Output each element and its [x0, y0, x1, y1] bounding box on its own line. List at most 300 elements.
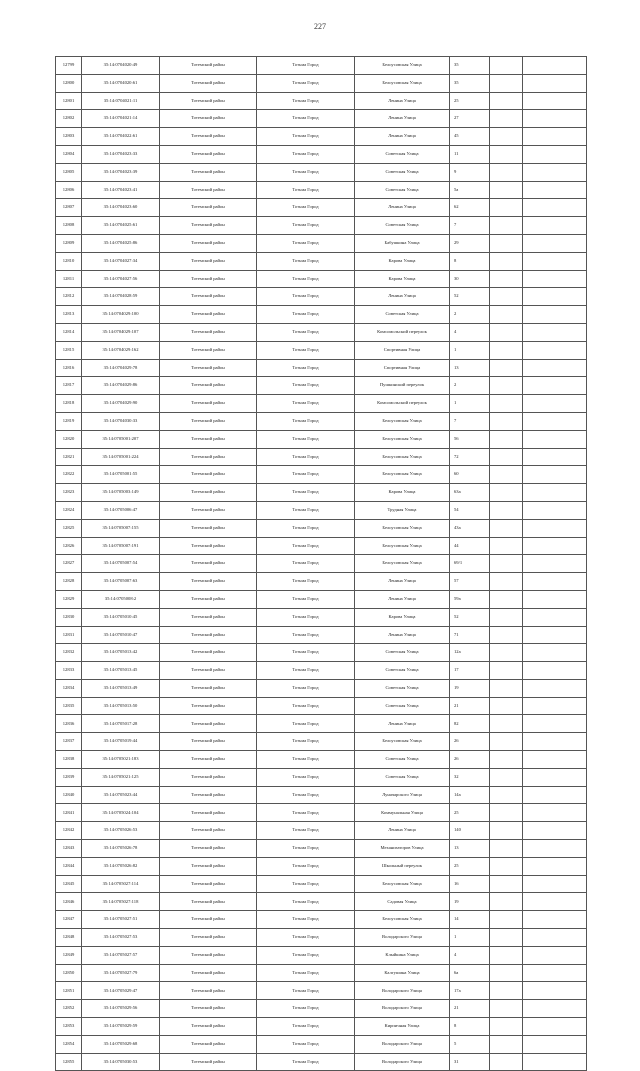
cell-extra-2	[523, 163, 587, 181]
cell-extra-2	[523, 715, 587, 733]
cell-house-number: 140	[450, 822, 490, 840]
cell-street: Садовая Улица	[355, 893, 450, 911]
cell-extra-1	[490, 163, 523, 181]
cell-district: Тотемский район	[160, 163, 257, 181]
cell-cadastral-number: 35:14:0705023:44	[82, 786, 160, 804]
cell-extra-2	[523, 448, 587, 466]
cell-settlement: Тотьма Город	[257, 929, 355, 947]
cell-settlement: Тотьма Город	[257, 466, 355, 484]
cell-cadastral-number: 35:14:0704027:56	[82, 270, 160, 288]
cell-settlement: Тотьма Город	[257, 857, 355, 875]
cell-extra-1	[490, 466, 523, 484]
page-number: 227	[314, 22, 326, 31]
cell-extra-1	[490, 377, 523, 395]
cell-house-number: 52	[450, 288, 490, 306]
cell-row-number: 12799	[56, 57, 82, 75]
cell-row-number: 12823	[56, 484, 82, 502]
cell-street: Белоусовская Улица	[355, 875, 450, 893]
table-row	[56, 964, 587, 982]
cell-row-number: 12811	[56, 270, 82, 288]
cell-extra-2	[523, 822, 587, 840]
cell-cadastral-number: 35:14:0705007:54	[82, 555, 160, 573]
cell-street: Коммунальная Улица	[355, 804, 450, 822]
cell-cadastral-number: 35:14:0705027:51	[82, 911, 160, 929]
cell-house-number: 17	[450, 662, 490, 680]
table-row	[56, 484, 587, 502]
cell-extra-2	[523, 128, 587, 146]
cell-district: Тотемский район	[160, 501, 257, 519]
cell-extra-2	[523, 74, 587, 92]
cell-row-number: 12826	[56, 537, 82, 555]
cell-district: Тотемский район	[160, 573, 257, 591]
cell-district: Тотемский район	[160, 128, 257, 146]
cell-extra-2	[523, 893, 587, 911]
cell-street: Советская Улица	[355, 644, 450, 662]
table-row	[56, 626, 587, 644]
cell-extra-2	[523, 501, 587, 519]
cell-district: Тотемский район	[160, 323, 257, 341]
cell-settlement: Тотьма Город	[257, 1000, 355, 1018]
cell-settlement: Тотьма Город	[257, 199, 355, 217]
cell-settlement: Тотьма Город	[257, 110, 355, 128]
registry-table	[55, 56, 587, 1071]
cell-settlement: Тотьма Город	[257, 270, 355, 288]
table-row	[56, 768, 587, 786]
cell-row-number: 12830	[56, 608, 82, 626]
table-row	[56, 1035, 587, 1053]
cell-house-number: 62	[450, 199, 490, 217]
cell-row-number: 12829	[56, 590, 82, 608]
cell-row-number: 12818	[56, 395, 82, 413]
cell-district: Тотемский район	[160, 911, 257, 929]
cell-district: Тотемский район	[160, 341, 257, 359]
cell-cadastral-number: 35:14:0705027:79	[82, 964, 160, 982]
cell-cadastral-number: 35:14:0705027:57	[82, 946, 160, 964]
cell-extra-1	[490, 395, 523, 413]
cell-settlement: Тотьма Город	[257, 662, 355, 680]
cell-street: Кирпичная Улица	[355, 1018, 450, 1036]
cell-extra-1	[490, 786, 523, 804]
cell-cadastral-number: 35:14:0704028:59	[82, 288, 160, 306]
cell-extra-1	[490, 1053, 523, 1071]
table-row	[56, 199, 587, 217]
cell-street: Советская Улица	[355, 181, 450, 199]
cell-district: Тотемский район	[160, 377, 257, 395]
cell-cadastral-number: 35:14:0704029:90	[82, 395, 160, 413]
cell-house-number: 14	[450, 911, 490, 929]
cell-street: Белоусовская Улица	[355, 448, 450, 466]
cell-street: Школьный переулок	[355, 857, 450, 875]
cell-row-number: 12804	[56, 145, 82, 163]
cell-extra-1	[490, 768, 523, 786]
cell-extra-2	[523, 1018, 587, 1036]
cell-settlement: Тотьма Город	[257, 1053, 355, 1071]
cell-extra-1	[490, 875, 523, 893]
cell-extra-1	[490, 359, 523, 377]
cell-district: Тотемский район	[160, 733, 257, 751]
cell-settlement: Тотьма Город	[257, 181, 355, 199]
cell-extra-1	[490, 804, 523, 822]
cell-house-number: 19	[450, 893, 490, 911]
cell-row-number: 12847	[56, 911, 82, 929]
cell-extra-2	[523, 359, 587, 377]
cell-extra-1	[490, 412, 523, 430]
cell-house-number: 7	[450, 412, 490, 430]
cell-row-number: 12832	[56, 644, 82, 662]
cell-district: Тотемский район	[160, 929, 257, 947]
cell-house-number: 25	[450, 804, 490, 822]
cell-street: Володарского Улица	[355, 1035, 450, 1053]
cell-district: Тотемский район	[160, 626, 257, 644]
table-row	[56, 1018, 587, 1036]
table-row	[56, 822, 587, 840]
cell-extra-2	[523, 377, 587, 395]
cell-row-number: 12843	[56, 840, 82, 858]
cell-settlement: Тотьма Город	[257, 733, 355, 751]
cell-extra-2	[523, 181, 587, 199]
cell-row-number: 12817	[56, 377, 82, 395]
cell-extra-2	[523, 1000, 587, 1018]
cell-row-number: 12806	[56, 181, 82, 199]
cell-extra-2	[523, 679, 587, 697]
cell-row-number: 12815	[56, 341, 82, 359]
cell-house-number: 1	[450, 341, 490, 359]
cell-row-number: 12844	[56, 857, 82, 875]
cell-extra-1	[490, 252, 523, 270]
cell-district: Тотемский район	[160, 590, 257, 608]
cell-cadastral-number: 35:14:0705008:2	[82, 590, 160, 608]
cell-extra-2	[523, 252, 587, 270]
cell-street: Белоусовская Улица	[355, 57, 450, 75]
cell-district: Тотемский район	[160, 537, 257, 555]
cell-row-number: 12809	[56, 234, 82, 252]
cell-district: Тотемский район	[160, 946, 257, 964]
cell-street: Механизаторов Улица	[355, 840, 450, 858]
cell-row-number: 12848	[56, 929, 82, 947]
cell-house-number: 17а	[450, 982, 490, 1000]
table-row	[56, 145, 587, 163]
registry-rows	[56, 57, 587, 1071]
cell-street: Советская Улица	[355, 217, 450, 235]
cell-row-number: 12833	[56, 662, 82, 680]
cell-cadastral-number: 35:14:0705007:191	[82, 537, 160, 555]
cell-extra-2	[523, 929, 587, 947]
cell-settlement: Тотьма Город	[257, 768, 355, 786]
cell-house-number: 25	[450, 92, 490, 110]
cell-district: Тотемский район	[160, 395, 257, 413]
cell-extra-2	[523, 857, 587, 875]
cell-row-number: 12816	[56, 359, 82, 377]
cell-cadastral-number: 35:14:0704029:100	[82, 306, 160, 324]
cell-settlement: Тотьма Город	[257, 74, 355, 92]
cell-extra-2	[523, 110, 587, 128]
cell-extra-2	[523, 484, 587, 502]
cell-house-number: 57	[450, 573, 490, 591]
cell-house-number: 60	[450, 466, 490, 484]
table-row	[56, 679, 587, 697]
cell-street: Калгушина Улица	[355, 964, 450, 982]
cell-row-number: 12819	[56, 412, 82, 430]
cell-extra-1	[490, 733, 523, 751]
table-row	[56, 377, 587, 395]
cell-extra-1	[490, 199, 523, 217]
cell-row-number: 12854	[56, 1035, 82, 1053]
cell-settlement: Тотьма Город	[257, 840, 355, 858]
cell-street: Белоусовская Улица	[355, 466, 450, 484]
cell-settlement: Тотьма Город	[257, 359, 355, 377]
cell-cadastral-number: 35:14:0705029:47	[82, 982, 160, 1000]
cell-house-number: 54	[450, 501, 490, 519]
cell-row-number: 12837	[56, 733, 82, 751]
table-row	[56, 573, 587, 591]
cell-settlement: Тотьма Город	[257, 804, 355, 822]
cell-cadastral-number: 35:14:0705003:149	[82, 484, 160, 502]
cell-house-number: 11	[450, 145, 490, 163]
table-row	[56, 715, 587, 733]
cell-row-number: 12851	[56, 982, 82, 1000]
table-row	[56, 697, 587, 715]
cell-cadastral-number: 35:14:0705007:63	[82, 573, 160, 591]
table-row	[56, 946, 587, 964]
cell-extra-1	[490, 822, 523, 840]
cell-extra-2	[523, 395, 587, 413]
cell-settlement: Тотьма Город	[257, 448, 355, 466]
cell-house-number: 2	[450, 377, 490, 395]
cell-house-number: 72	[450, 448, 490, 466]
cell-row-number: 12839	[56, 768, 82, 786]
cell-street: Володарского Улица	[355, 1053, 450, 1071]
cell-district: Тотемский район	[160, 252, 257, 270]
cell-house-number: 21	[450, 1000, 490, 1018]
cell-house-number: 14а	[450, 786, 490, 804]
cell-street: Советская Улица	[355, 163, 450, 181]
cell-extra-2	[523, 519, 587, 537]
table-row	[56, 519, 587, 537]
cell-extra-1	[490, 911, 523, 929]
cell-row-number: 12849	[56, 946, 82, 964]
cell-street: Ленина Улица	[355, 626, 450, 644]
cell-extra-1	[490, 234, 523, 252]
cell-settlement: Тотьма Город	[257, 679, 355, 697]
cell-house-number: 32	[450, 768, 490, 786]
cell-settlement: Тотьма Город	[257, 644, 355, 662]
cell-house-number: 4	[450, 946, 490, 964]
table-row	[56, 840, 587, 858]
cell-house-number: 21	[450, 697, 490, 715]
cell-house-number: 12а	[450, 644, 490, 662]
cell-street: Луначарского Улица	[355, 786, 450, 804]
cell-row-number: 12838	[56, 751, 82, 769]
table-row	[56, 537, 587, 555]
cell-settlement: Тотьма Город	[257, 217, 355, 235]
table-row	[56, 448, 587, 466]
cell-district: Тотемский район	[160, 982, 257, 1000]
cell-street: Белоусовская Улица	[355, 412, 450, 430]
cell-extra-2	[523, 911, 587, 929]
cell-row-number: 12828	[56, 573, 82, 591]
cell-house-number: 59а	[450, 590, 490, 608]
cell-district: Тотемский район	[160, 306, 257, 324]
cell-cadastral-number: 35:14:0704027:34	[82, 252, 160, 270]
cell-district: Тотемский район	[160, 1035, 257, 1053]
cell-settlement: Тотьма Город	[257, 377, 355, 395]
cell-house-number: 27	[450, 110, 490, 128]
cell-cadastral-number: 35:14:0704029:86	[82, 377, 160, 395]
cell-house-number: 6а	[450, 964, 490, 982]
cell-row-number: 12824	[56, 501, 82, 519]
cell-extra-1	[490, 519, 523, 537]
cell-cadastral-number: 35:14:0705007:155	[82, 519, 160, 537]
cell-district: Тотемский район	[160, 519, 257, 537]
cell-district: Тотемский район	[160, 199, 257, 217]
cell-street: Карова Улица	[355, 608, 450, 626]
cell-extra-1	[490, 270, 523, 288]
cell-street: Володарского Улица	[355, 982, 450, 1000]
cell-extra-1	[490, 662, 523, 680]
cell-street: Карова Улица	[355, 270, 450, 288]
cell-extra-1	[490, 751, 523, 769]
cell-extra-2	[523, 1053, 587, 1071]
cell-settlement: Тотьма Город	[257, 341, 355, 359]
cell-district: Тотемский район	[160, 92, 257, 110]
cell-settlement: Тотьма Город	[257, 412, 355, 430]
cell-extra-1	[490, 679, 523, 697]
cell-settlement: Тотьма Город	[257, 875, 355, 893]
cell-row-number: 12827	[56, 555, 82, 573]
table-row	[56, 163, 587, 181]
cell-extra-2	[523, 288, 587, 306]
cell-district: Тотемский район	[160, 217, 257, 235]
cell-settlement: Тотьма Город	[257, 537, 355, 555]
cell-extra-1	[490, 110, 523, 128]
cell-cadastral-number: 35:14:0705027:118	[82, 893, 160, 911]
cell-extra-2	[523, 234, 587, 252]
cell-district: Тотемский район	[160, 751, 257, 769]
cell-district: Тотемский район	[160, 1000, 257, 1018]
table-row	[56, 430, 587, 448]
cell-extra-2	[523, 466, 587, 484]
table-row	[56, 306, 587, 324]
cell-settlement: Тотьма Город	[257, 715, 355, 733]
cell-street: Ленина Улица	[355, 590, 450, 608]
cell-district: Тотемский район	[160, 484, 257, 502]
cell-row-number: 12845	[56, 875, 82, 893]
cell-settlement: Тотьма Город	[257, 306, 355, 324]
cell-cadastral-number: 35:14:0705006:47	[82, 501, 160, 519]
cell-district: Тотемский район	[160, 270, 257, 288]
cell-extra-1	[490, 1035, 523, 1053]
cell-settlement: Тотьма Город	[257, 395, 355, 413]
cell-house-number: 8	[450, 252, 490, 270]
cell-cadastral-number: 35:14:0705013:50	[82, 697, 160, 715]
cell-cadastral-number: 35:14:0705026:82	[82, 857, 160, 875]
cell-row-number: 12808	[56, 217, 82, 235]
cell-extra-1	[490, 929, 523, 947]
cell-house-number: 7	[450, 217, 490, 235]
cell-row-number: 12801	[56, 92, 82, 110]
cell-settlement: Тотьма Город	[257, 697, 355, 715]
cell-district: Тотемский район	[160, 448, 257, 466]
cell-extra-1	[490, 946, 523, 964]
cell-extra-1	[490, 448, 523, 466]
table-row	[56, 786, 587, 804]
cell-district: Тотемский район	[160, 181, 257, 199]
cell-settlement: Тотьма Город	[257, 430, 355, 448]
cell-district: Тотемский район	[160, 822, 257, 840]
table-row	[56, 359, 587, 377]
cell-settlement: Тотьма Город	[257, 1018, 355, 1036]
cell-street: Бабушкина Улица	[355, 234, 450, 252]
cell-house-number: 9	[450, 163, 490, 181]
table-row	[56, 929, 587, 947]
cell-cadastral-number: 35:14:0704029:107	[82, 323, 160, 341]
cell-row-number: 12807	[56, 199, 82, 217]
cell-district: Тотемский район	[160, 662, 257, 680]
cell-street: Ленина Улица	[355, 822, 450, 840]
cell-street: Белоусовская Улица	[355, 911, 450, 929]
cell-row-number: 12841	[56, 804, 82, 822]
cell-street: Белоусовская Улица	[355, 537, 450, 555]
cell-extra-2	[523, 733, 587, 751]
cell-extra-2	[523, 840, 587, 858]
cell-extra-2	[523, 626, 587, 644]
table-row	[56, 288, 587, 306]
cell-cadastral-number: 35:14:0704021:11	[82, 92, 160, 110]
table-row	[56, 555, 587, 573]
cell-extra-2	[523, 199, 587, 217]
cell-row-number: 12853	[56, 1018, 82, 1036]
cell-settlement: Тотьма Город	[257, 234, 355, 252]
cell-cadastral-number: 35:14:0704022:61	[82, 128, 160, 146]
cell-house-number: 5	[450, 1035, 490, 1053]
cell-settlement: Тотьма Город	[257, 163, 355, 181]
cell-district: Тотемский район	[160, 644, 257, 662]
cell-cadastral-number: 35:14:0705029:68	[82, 1035, 160, 1053]
cell-extra-2	[523, 341, 587, 359]
cell-street: Ленина Улица	[355, 715, 450, 733]
cell-settlement: Тотьма Город	[257, 145, 355, 163]
cell-house-number: 71	[450, 626, 490, 644]
cell-cadastral-number: 35:14:0704023:60	[82, 199, 160, 217]
cell-street: Ленина Улица	[355, 199, 450, 217]
table-row	[56, 982, 587, 1000]
table-row	[56, 323, 587, 341]
cell-house-number: 35	[450, 74, 490, 92]
cell-cadastral-number: 35:14:0704029:78	[82, 359, 160, 377]
cell-district: Тотемский район	[160, 466, 257, 484]
table-row	[56, 751, 587, 769]
cell-street: Карова Улица	[355, 252, 450, 270]
cell-settlement: Тотьма Город	[257, 626, 355, 644]
cell-district: Тотемский район	[160, 430, 257, 448]
cell-extra-2	[523, 145, 587, 163]
cell-extra-1	[490, 181, 523, 199]
cell-district: Тотемский район	[160, 608, 257, 626]
cell-cadastral-number: 35:14:0704023:33	[82, 145, 160, 163]
table-row	[56, 74, 587, 92]
cell-district: Тотемский район	[160, 1018, 257, 1036]
cell-extra-1	[490, 288, 523, 306]
cell-cadastral-number: 35:14:0705030:53	[82, 1053, 160, 1071]
cell-street: Ленина Улица	[355, 92, 450, 110]
cell-extra-2	[523, 697, 587, 715]
cell-row-number: 12825	[56, 519, 82, 537]
cell-house-number: 13	[450, 359, 490, 377]
cell-row-number: 12813	[56, 306, 82, 324]
cell-cadastral-number: 35:14:0705010:45	[82, 608, 160, 626]
cell-district: Тотемский район	[160, 964, 257, 982]
cell-extra-1	[490, 323, 523, 341]
